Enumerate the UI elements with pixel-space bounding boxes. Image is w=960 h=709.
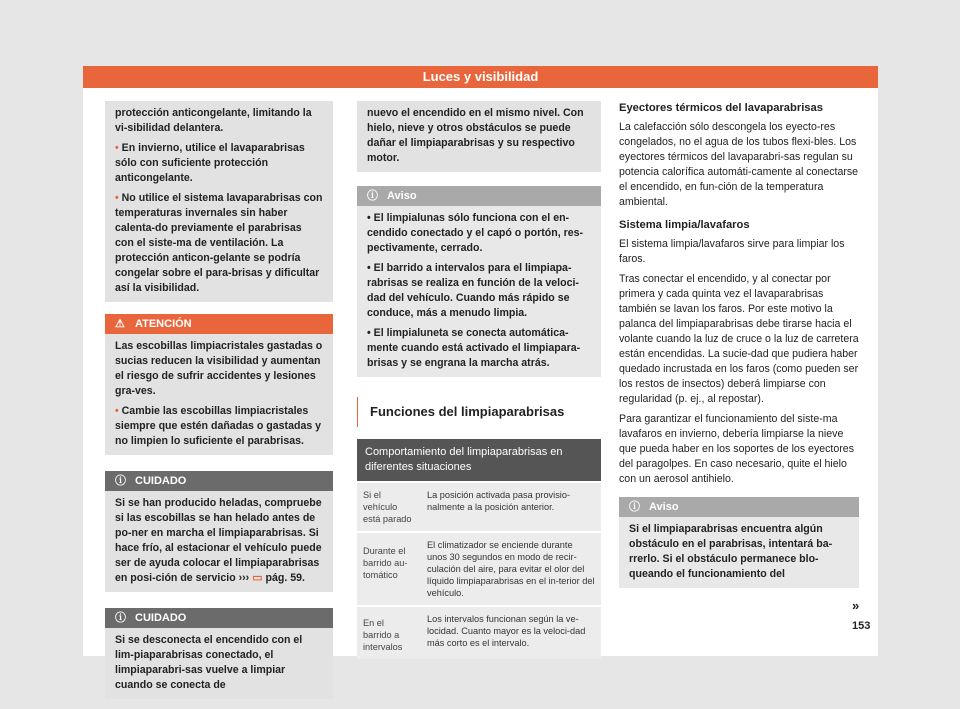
paragraph: Tras conectar el encendido, y al conectar por primera y cada quinta vez el lavaparabrisas también se lavan los faros. Por este motivo la palanca del limpiaparabrisas debe tirarse hacia el volante cuando la luz de cruce o la luz de carretera están encendidas. La sucie-dad que pudiera haber quedado incrustada en los faros (como pueden ser los restos de insectos) deberá limpiarse con regularidad (p. ej., al repostar). bbox=[619, 273, 859, 405]
section-title: Funciones del limpiaparabrisas bbox=[357, 397, 601, 427]
column-1 bbox=[105, 101, 333, 709]
column-3 bbox=[619, 101, 859, 598]
continued-caution-box: nuevo el encendido en el mismo nivel. Con hielo, nieve y otros obstáculos se puede dañar el limpiaparabrisas y su respectivo motor. bbox=[357, 101, 601, 172]
bullet-item: • No utilice el sistema lavaparabrisas con temperaturas invernales sin haber calenta-do previamente el parabrisas con el siste-ma de ventilación. La protección anticon-gelante se podría congelar sobre el para-brisas y dificultar así la visibilidad. bbox=[115, 192, 323, 294]
page-number: 153 bbox=[852, 620, 871, 632]
heading-eyectores: Eyectores térmicos del lavaparabrisas bbox=[619, 102, 823, 114]
warning-box bbox=[105, 314, 333, 455]
bullet-icon: • bbox=[115, 142, 122, 154]
table-row: Durante el barrido au-tomático El climatizador se enciende durante unos 30 segundos en modo de recir-culación del aire, para evitar el olor del líquido limpiaparabrisas en el in-terior del vehículo. bbox=[357, 532, 601, 606]
caution-header: ⓘ CUIDADO bbox=[105, 608, 333, 628]
bullet-item: • El limpialuneta se conecta automática-mente cuando está activado el limpiapara-brisas y se engrana la marcha atrás. bbox=[367, 327, 581, 369]
note-box bbox=[619, 497, 859, 588]
note-header: ⓘ Aviso bbox=[357, 186, 601, 206]
paragraph: Para garantizar el funcionamiento del siste-ma lavafaros en invierno, debería limpiarse la nieve que pueda haber en los soportes de los eyectores del paragolpes. En caso necesario, quite el hielo con un aerosol antihielo. bbox=[619, 413, 854, 485]
continued-warning-box bbox=[105, 101, 333, 302]
info-circle-icon: ⓘ bbox=[115, 475, 126, 487]
bullet-item: • En invierno, utilice el lavaparabrisas sólo con suficiente protección anticongelante. bbox=[115, 142, 305, 184]
bullet-item: • Cambie las escobillas limpiacristales siempre que estén dañadas o gastadas y no limpien lo suficiente el parabrisas. bbox=[115, 405, 322, 447]
note-body bbox=[357, 206, 601, 377]
bullet-item: • El barrido a intervalos para el limpiapa-rabrisas se realiza en función de la veloci-dad del vehículo. Cuando más rápido se conduce, más a menudo limpia. bbox=[367, 262, 579, 319]
paragraph: El sistema limpia/lavafaros sirve para limpiar los faros. bbox=[619, 238, 845, 265]
intro-text: protección anticongelante, limitando la vi-sibilidad delantera. bbox=[115, 107, 312, 134]
book-ref-icon: ▭ bbox=[252, 572, 263, 584]
continue-arrow-icon: » bbox=[852, 598, 860, 613]
warning-triangle-icon: ⚠ bbox=[115, 318, 125, 330]
bullet-icon: • bbox=[115, 192, 122, 204]
caution-box-2 bbox=[105, 608, 333, 699]
behavior-table bbox=[357, 439, 601, 659]
bullet-item: • El limpialunas sólo funciona con el en-cendido conectado y el capó o portón, res-pectivamente, cerrado. bbox=[367, 212, 584, 254]
note-body: Si el limpiaparabrisas encuentra algún obstáculo en el parabrisas, intentará ba-rrerlo. Si el obstáculo permanece blo-queando el funcionamiento del bbox=[619, 517, 859, 588]
info-icon: ⓘ bbox=[367, 190, 378, 202]
table-row: Si el vehículo está parado La posición activada pasa provisio-nalmente a la posición anterior. bbox=[357, 482, 601, 532]
caution-body: Si se han producido heladas, compruebe si las escobillas se han helado antes de po-ner en marcha el limpiaparabrisas. Si hace frío, al estacionar el vehículo puede ser de ayuda colocar el limpiaparabrisas en posi-ción de servicio ››› ▭ pág. 59. bbox=[105, 491, 333, 592]
page-reference[interactable]: pág. 59. bbox=[265, 572, 305, 584]
info-circle-icon: ⓘ bbox=[115, 612, 126, 624]
warning-header: ⚠ ATENCIÓN bbox=[105, 314, 333, 334]
column-2 bbox=[357, 101, 601, 659]
heading-limpia-lavafaros: Sistema limpia/lavafaros bbox=[619, 219, 750, 231]
note-header: ⓘ Aviso bbox=[619, 497, 859, 517]
info-icon: ⓘ bbox=[629, 501, 640, 513]
warning-body: Las escobillas limpiacristales gastadas o sucias reducen la visibilidad y aumentan el riesgo de sufrir accidentes y lesiones gra-ves. • Cambie las escobillas limpiacristales siempre que estén dañadas o gastadas y no limpien lo suficiente el parabrisas. bbox=[105, 334, 333, 455]
page-header: Luces y visibilidad bbox=[83, 66, 878, 88]
caution-box-1 bbox=[105, 471, 333, 592]
table-title: Comportamiento del limpiaparabrisas en diferentes situaciones bbox=[357, 439, 601, 482]
table-row: En el barrido a intervalos Los intervalos funcionan según la ve-locidad. Cuanto mayor es la veloci-dad más corto es el intervalo. bbox=[357, 606, 601, 659]
paragraph: La calefacción sólo descongela los eyecto-res congelados, no el agua de los tubos flexi-bles. Los eyectores térmicos del lavaparabri-sas regulan su potencia calorífica automáti-camente al conectarse el encendido, en fun-ción de la temperatura ambiental. bbox=[619, 121, 859, 208]
caution-body: Si se desconecta el encendido con el lim-piaparabrisas conectado, el limpiaparabri-sas vuelve a limpiar cuando se conecta de bbox=[105, 628, 333, 699]
bullet-icon: • bbox=[115, 405, 122, 417]
caution-header: ⓘ CUIDADO bbox=[105, 471, 333, 491]
note-box bbox=[357, 186, 601, 377]
